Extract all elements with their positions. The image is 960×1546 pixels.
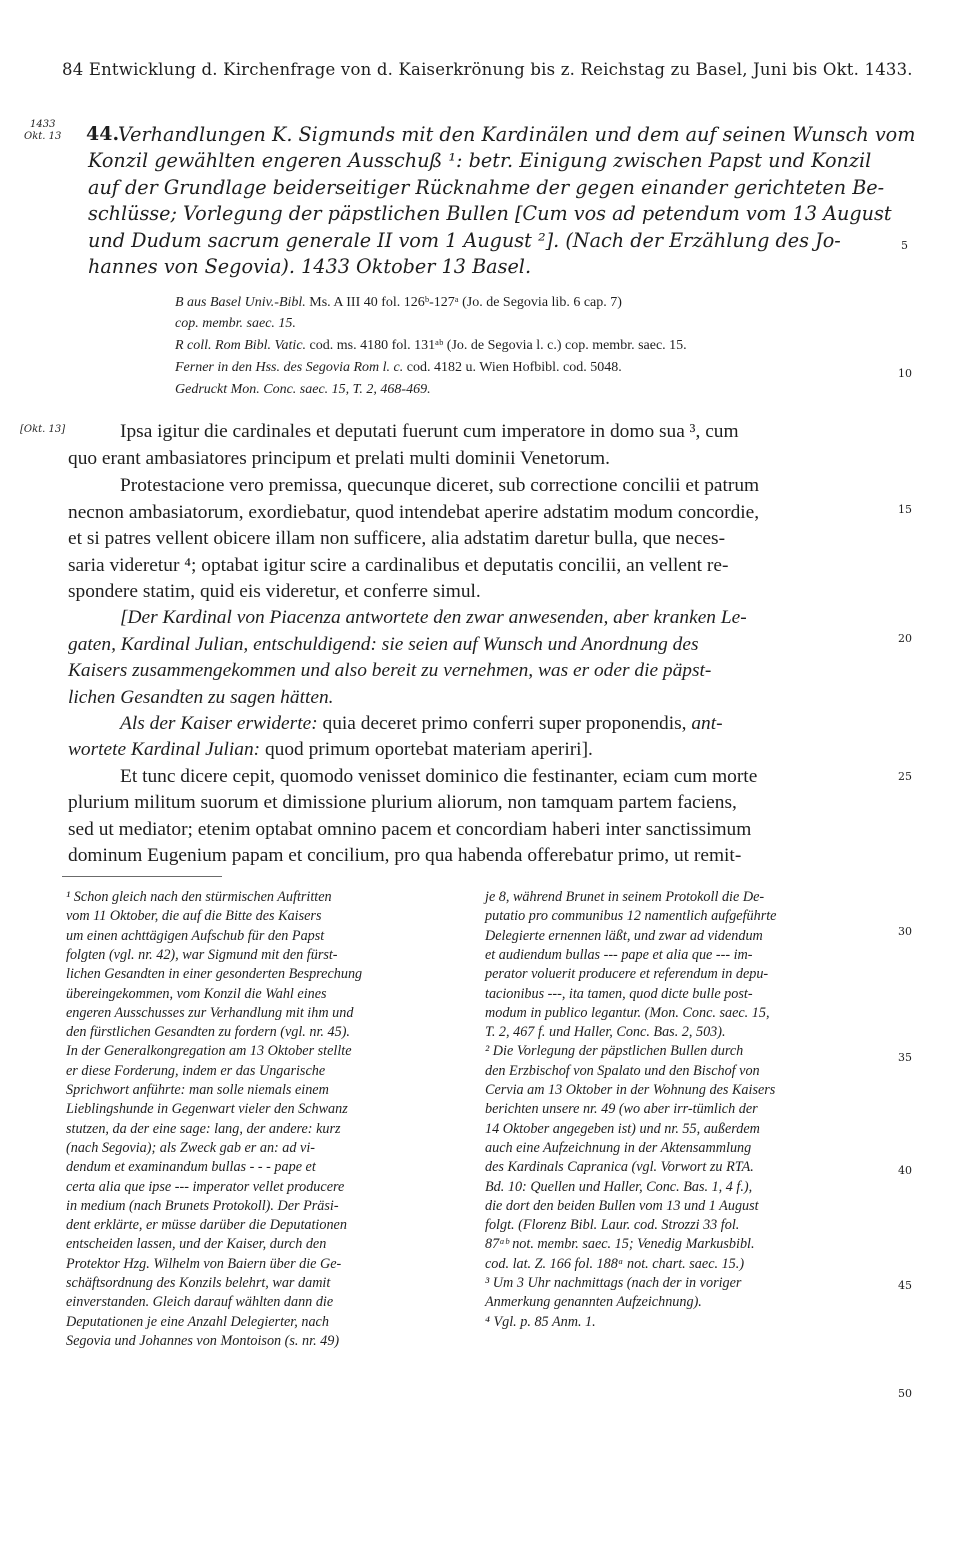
footnote-line: um einen achttägigen Aufschub für den Papst bbox=[66, 927, 325, 944]
footnote-line: Cervia am 13 Oktober in der Wohnung des Kaisers bbox=[485, 1082, 776, 1098]
text-line: Kaisers zusammengekommen und also bereit zu vernehmen, was er oder die päpst- bbox=[68, 660, 712, 681]
source-siglum: Gedruckt Mon. Conc. saec. 15, T. 2, 468-469. bbox=[175, 382, 431, 397]
footnote-line: übereingekommen, vom Konzil die Wahl eines bbox=[66, 985, 327, 1002]
heading-line: Konzil gewählten engeren Ausschuß ¹: betr. Einigung zwischen Papst und Konzil bbox=[88, 149, 872, 172]
heading-line: hannes von Segovia). 1433 Oktober 13 Basel. bbox=[88, 255, 532, 278]
footnote-line: engeren Ausschusses zur Verhandlung mit ihm und bbox=[66, 1004, 354, 1021]
footnote-line: Protektor Hzg. Wilhelm von Baiern über die Ge- bbox=[66, 1255, 342, 1272]
text-line: saria videretur ⁴; optabat igitur scire a cardinalibus et deputatis concilii, an vellent re- bbox=[68, 555, 729, 576]
footnote-line: T. 2, 467 f. und Haller, Conc. Bas. 2, 503). bbox=[485, 1024, 726, 1041]
heading-line: auf der Grundlage beiderseitiger Rücknahme der gegen einander gerichteten Be- bbox=[88, 176, 885, 199]
text-line-italic: wortete Kardinal Julian: bbox=[68, 739, 261, 760]
text-line: dominum Eugenium papam et concilium, pro qua habenda offerebatur primo, ut remit- bbox=[68, 845, 742, 866]
line-number: 20 bbox=[898, 632, 912, 645]
footnote-line: putatio pro communibus 12 namentlich aufgeführte bbox=[485, 908, 777, 925]
text-line: lichen Gesandten zu sagen hätten. bbox=[68, 687, 334, 708]
source-siglum: cop. membr. saec. 15. bbox=[175, 316, 296, 331]
source-siglum: R coll. Rom Bibl. Vatic. bbox=[175, 338, 307, 353]
footnote-line: 14 Oktober angegeben ist) und nr. 55, außerdem bbox=[485, 1120, 760, 1137]
footnote-line: er diese Forderung, indem er das Ungarische bbox=[66, 1062, 326, 1079]
margin-date-year: 1433 bbox=[30, 119, 56, 130]
text-line: necnon ambasiatorum, exordiebatur, quod intendebat aperire adstatim modum concordie, bbox=[68, 502, 760, 523]
line-number: 40 bbox=[898, 1164, 912, 1177]
footnote-line: dendum et examinandum bullas - - - pape et bbox=[66, 1159, 316, 1176]
footnote-line: dent erklärte, er müsse darüber die Deputationen bbox=[66, 1217, 347, 1234]
source-line bbox=[175, 358, 622, 378]
footnote-line: ² Die Vorlegung der päpstlichen Bullen durch bbox=[485, 1043, 744, 1060]
footnote-line: je 8, während Brunet in seinem Protokoll die De- bbox=[485, 889, 765, 905]
text-line: plurium militum suorum et dimissione plurium aliorum, non tamquam partem faciens, bbox=[68, 792, 737, 813]
footnote-line: Deputationen je eine Anzahl Delegierter, nach bbox=[66, 1313, 329, 1330]
footnote-line: cod. lat. Z. 166 fol. 188ᵃ not. chart. saec. 15.) bbox=[485, 1255, 745, 1272]
source-siglum: B aus Basel Univ.-Bibl. bbox=[175, 295, 306, 310]
text-line: Et tunc dicere cepit, quomodo venisset dominico die festinanter, eciam cum morte bbox=[120, 766, 758, 787]
line-number: 50 bbox=[898, 1387, 912, 1400]
footnote-line: den fürstlichen Gesandten zu fordern (vgl. nr. 45). bbox=[66, 1024, 350, 1041]
footnote-line: (nach Segovia); als Zweck gab er an: ad vi- bbox=[66, 1139, 316, 1156]
text-line-italic: ant- bbox=[691, 713, 723, 734]
text-line: sed ut mediator; etenim optabat omnino pacem et concordiam haberi inter sanctissimum bbox=[68, 819, 752, 840]
footnote-line: schäftsordnung des Konzils belehrt, war damit bbox=[66, 1275, 331, 1291]
text-line: quo erant ambasiatores principum et prelati multi dominii Venetorum. bbox=[68, 448, 610, 469]
text-line: Ipsa igitur die cardinales et deputati fuerunt cum imperatore in domo sua ³, cum bbox=[120, 421, 739, 442]
footnote-line: Sprichwort anführte: man solle niemals einem bbox=[66, 1082, 329, 1098]
source-siglum: Ferner in den Hss. des Segovia Rom l. c. bbox=[175, 360, 404, 375]
source-details: cod. ms. 4180 fol. 131ᵃᵇ (Jo. de Segovia l. c.) cop. membr. saec. 15. bbox=[306, 338, 687, 353]
footnote-line: folgten (vgl. nr. 42), war Sigmund mit den fürst- bbox=[66, 946, 338, 963]
line-number: 10 bbox=[898, 367, 912, 380]
footnote-line: des Kardinals Capranica (vgl. Vorwort zu RTA. bbox=[485, 1159, 754, 1176]
footnote-line: stutzen, da der eine sage: lang, der andere: kurz bbox=[66, 1120, 341, 1137]
footnote-line: certa alia que ipse --- imperator vellet producere bbox=[66, 1178, 345, 1195]
footnote-line: ¹ Schon gleich nach den stürmischen Auftritten bbox=[66, 889, 332, 905]
footnote-line: et audiendum bullas --- pape et alia que --- im- bbox=[485, 946, 753, 963]
line-number: 35 bbox=[898, 1051, 912, 1064]
footnote-line: einverstanden. Gleich darauf wählten dann die bbox=[66, 1294, 334, 1311]
text-line: spondere statim, quid eis videretur, et conferre simul. bbox=[68, 581, 481, 602]
text-line: Protestacione vero premissa, quecunque diceret, sub correctione concilii et patrum bbox=[120, 475, 760, 496]
running-head: 84 Entwicklung d. Kirchenfrage von d. Kaiserkrönung bis z. Reichstag zu Basel, Juni bis Okt. 1433. bbox=[62, 60, 913, 79]
source-line bbox=[175, 314, 296, 334]
source-details: Ms. A III 40 fol. 126ᵇ-127ᵃ (Jo. de Segovia lib. 6 cap. 7) bbox=[305, 295, 622, 310]
footnote-line: Lieblingshunde in Gegenwart vieler den Schwanz bbox=[66, 1101, 348, 1118]
heading-line: und Dudum sacrum generale II vom 1 August ²]. (Nach der Erzählung des Jo- bbox=[88, 229, 841, 252]
footnote-line: Segovia und Johannes von Montoison (s. nr. 49) bbox=[66, 1332, 340, 1349]
text-line: gaten, Kardinal Julian, entschuldigend: sie seien auf Wunsch und Anordnung des bbox=[68, 634, 699, 655]
footnote-line: 87ᵃᵇ not. membr. saec. 15; Venedig Markusbibl. bbox=[485, 1236, 755, 1253]
footnote-line: den Erzbischof von Spalato und den Bischof von bbox=[485, 1062, 760, 1079]
footnote-line: vom 11 Oktober, die auf die Bitte des Kaisers bbox=[66, 908, 322, 925]
footnote-line: entscheiden lassen, und der Kaiser, durch den bbox=[66, 1236, 327, 1253]
heading-line: schlüsse; Vorlegung der päpstlichen Bullen [Cum vos ad petendum vom 13 August bbox=[88, 202, 892, 225]
line-number: 45 bbox=[898, 1279, 912, 1292]
footnote-line: In der Generalkongregation am 13 Oktober stellte bbox=[66, 1043, 352, 1060]
heading-line: Verhandlungen K. Sigmunds mit den Kardinälen und dem auf seinen Wunsch vom bbox=[118, 123, 916, 146]
source-line bbox=[175, 336, 687, 356]
text-line bbox=[68, 736, 593, 764]
footnote-line: Delegierte ernennen läßt, und zwar ad videndum bbox=[485, 927, 763, 944]
text-line-italic: Als der Kaiser erwiderte: bbox=[120, 713, 318, 734]
text-line-roman: quia deceret primo conferri super proponendis, bbox=[317, 713, 692, 734]
text-line: et si patres vellent obicere illam non sufficere, alia adstatim daretur bulla, que neces- bbox=[68, 528, 726, 549]
line-number: 15 bbox=[898, 503, 912, 516]
text-line: [Der Kardinal von Piacenza antwortete den zwar anwesenden, aber kranken Le- bbox=[120, 607, 747, 628]
footnote-separator bbox=[62, 876, 222, 877]
margin-date-month: Okt. 13 bbox=[24, 131, 62, 142]
footnote-line: auch eine Aufzeichnung in der Aktensammlung bbox=[485, 1139, 752, 1156]
footnote-line: folgt. (Florenz Bibl. Laur. cod. Strozzi 33 fol. bbox=[485, 1217, 740, 1234]
footnote-line: die dort den beiden Bullen vom 13 und 1 August bbox=[485, 1197, 759, 1214]
footnote-line: lichen Gesandten in einer gesonderten Besprechung bbox=[66, 966, 363, 983]
text-line-roman: quod primum oportebat materiam aperiri]. bbox=[260, 739, 593, 760]
footnote-line: ³ Um 3 Uhr nachmittags (nach der in voriger bbox=[485, 1275, 742, 1291]
footnote-line: Anmerkung genannten Aufzeichnung). bbox=[485, 1294, 702, 1311]
source-line bbox=[175, 293, 622, 313]
footnote-line: in medium (nach Brunets Protokoll). Der Präsi- bbox=[66, 1197, 339, 1214]
footnote-line: Bd. 10: Quellen und Haller, Conc. Bas. 1, 4 f.), bbox=[485, 1178, 753, 1195]
line-number: 5 bbox=[901, 239, 908, 252]
text-line bbox=[120, 710, 723, 738]
document-number: 44. bbox=[86, 123, 120, 145]
margin-oct-ref: [Okt. 13] bbox=[20, 424, 66, 435]
source-details: cod. 4182 u. Wien Hofbibl. cod. 5048. bbox=[403, 360, 622, 375]
line-number: 30 bbox=[898, 925, 912, 938]
footnote-line: berichten unsere nr. 49 (wo aber irr-tümlich der bbox=[485, 1101, 758, 1118]
footnote-line: modum in publico legantur. (Mon. Conc. saec. 15, bbox=[485, 1004, 770, 1021]
line-number: 25 bbox=[898, 770, 912, 783]
footnote-line: tacionibus ---, ita tamen, quod dicte bulle post- bbox=[485, 985, 753, 1002]
footnote-line: perator voluerit producere et referendum in depu- bbox=[485, 966, 769, 983]
source-line bbox=[175, 380, 431, 400]
footnote-line: ⁴ Vgl. p. 85 Anm. 1. bbox=[485, 1313, 596, 1330]
